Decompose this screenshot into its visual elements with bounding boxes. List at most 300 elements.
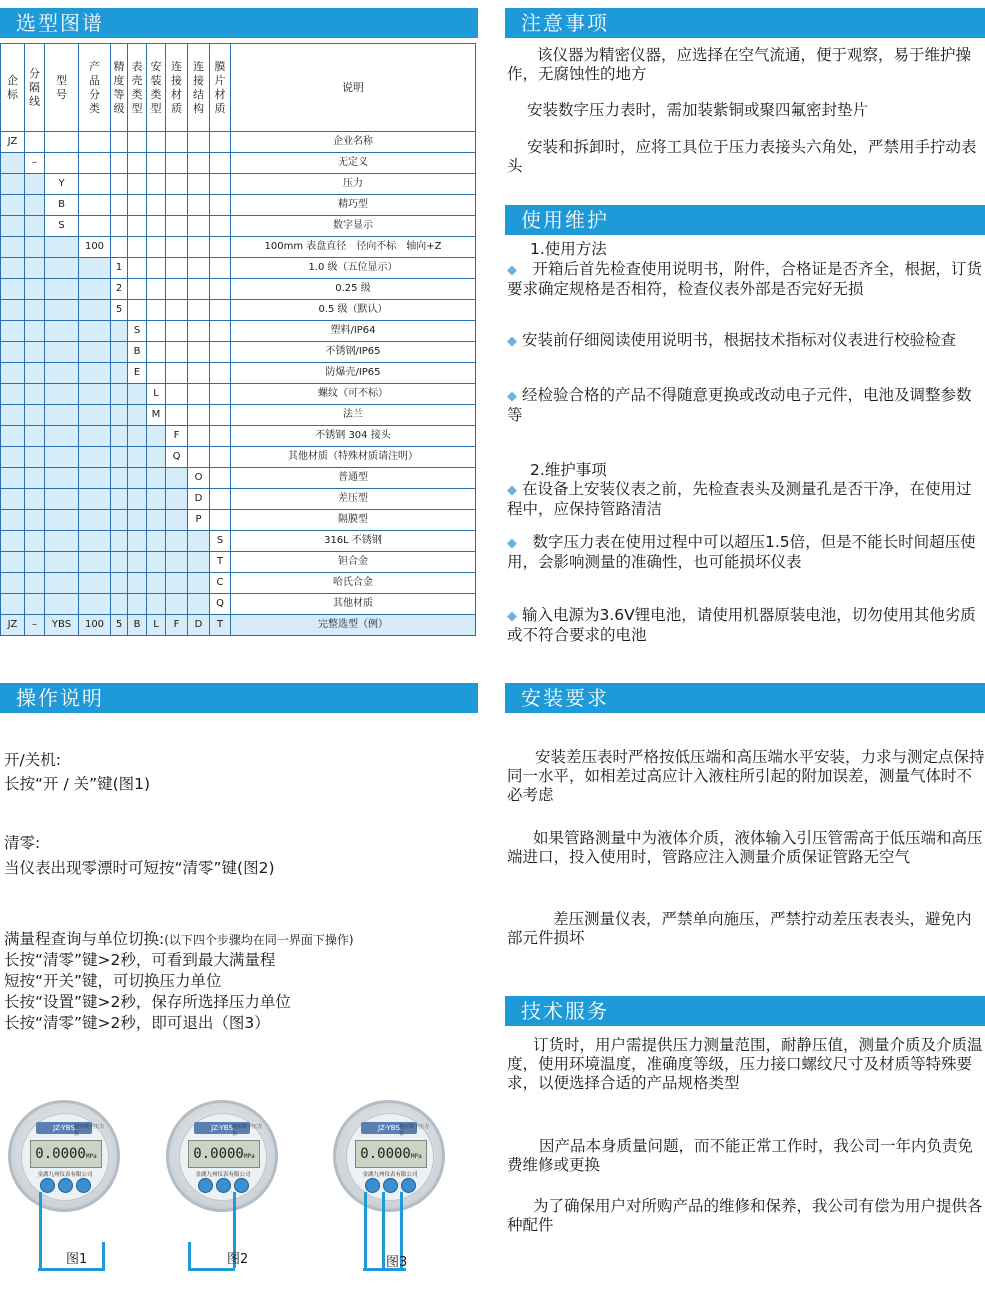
table-header-7: 连 接 材 质 — [166, 44, 188, 132]
table-empty-cell — [25, 489, 45, 510]
table-desc-cell: 316L 不锈钢 — [231, 531, 476, 552]
care-item-2: ◆ 数字压力表在使用过程中可以超压1.5倍，但是不能长时间超压使用，会影响测量的准确性，也可能损坏仪表 — [507, 533, 976, 571]
table-empty-cell — [111, 384, 128, 405]
table-empty-cell — [111, 174, 128, 195]
table-empty-cell — [45, 573, 79, 594]
table-empty-cell — [111, 321, 128, 342]
table-empty-cell — [188, 342, 210, 363]
install-2: 如果管路测量中为液体介质，液体输入引压管需高于低压端和高压端进口，投入使用时，管路应注入测量介质保证管路无空气 — [507, 829, 983, 866]
table-empty-cell — [166, 489, 188, 510]
table-code-cell: B — [128, 342, 147, 363]
table-empty-cell — [1, 279, 25, 300]
bullet-icon: ◆ — [507, 536, 517, 551]
table-empty-cell — [188, 216, 210, 237]
table-header-0: 企 标 — [1, 44, 25, 132]
table-empty-cell — [128, 258, 147, 279]
table-empty-cell — [79, 132, 111, 153]
table-code-cell: D — [188, 489, 210, 510]
table-empty-cell — [210, 426, 231, 447]
table-empty-cell — [210, 195, 231, 216]
table-empty-cell — [147, 195, 166, 216]
table-code-cell: O — [188, 468, 210, 489]
table-desc-cell: 无定义 — [231, 153, 476, 174]
table-empty-cell — [79, 342, 111, 363]
gauge-company: 金湖九州仪表有限公司 — [37, 1172, 93, 1178]
table-row — [1, 468, 476, 489]
table-empty-cell — [1, 216, 25, 237]
example-code-cell: 5 — [111, 615, 128, 636]
table-empty-cell — [166, 405, 188, 426]
table-empty-cell — [1, 531, 25, 552]
table-code-cell: – — [25, 153, 45, 174]
table-empty-cell — [166, 552, 188, 573]
table-empty-cell — [166, 216, 188, 237]
table-empty-cell — [128, 468, 147, 489]
table-empty-cell — [1, 468, 25, 489]
table-empty-cell — [25, 594, 45, 615]
table-empty-cell — [128, 510, 147, 531]
table-row — [1, 594, 476, 615]
table-desc-cell: 法兰 — [231, 405, 476, 426]
table-empty-cell — [79, 552, 111, 573]
table-empty-cell — [128, 300, 147, 321]
table-code-cell: 5 — [111, 300, 128, 321]
table-desc-cell: 哈氏合金 — [231, 573, 476, 594]
range-title: 满量程查询与单位切换:(以下四个步骤均在同一界面下操作) — [4, 930, 354, 948]
zero-title: 清零: — [4, 834, 41, 852]
table-header-6: 安 装 类 型 — [147, 44, 166, 132]
care-item-3: ◆ 输入电源为3.6V锂电池，请使用机器原装电池，切勿使用其他劣质或不符合要求的电池 — [507, 606, 976, 644]
table-empty-cell — [25, 363, 45, 384]
table-desc-cell: 0.5 级（默认） — [231, 300, 476, 321]
table-empty-cell — [188, 363, 210, 384]
table-empty-cell — [79, 405, 111, 426]
bullet-icon: ◆ — [507, 334, 517, 349]
table-code-cell: JZ — [1, 132, 25, 153]
pointer-line — [188, 1268, 235, 1271]
table-empty-cell — [111, 426, 128, 447]
table-code-cell: L — [147, 384, 166, 405]
table-empty-cell — [1, 153, 25, 174]
table-empty-cell — [147, 447, 166, 468]
table-empty-cell — [166, 363, 188, 384]
table-empty-cell — [25, 216, 45, 237]
gauge-company: 金湖九州仪表有限公司 — [195, 1172, 251, 1178]
table-empty-cell — [79, 489, 111, 510]
table-empty-cell — [166, 573, 188, 594]
table-row — [1, 405, 476, 426]
pointer-line — [39, 1192, 42, 1268]
gauge-button — [40, 1178, 55, 1193]
table-code-cell: 1 — [111, 258, 128, 279]
table-empty-cell — [166, 237, 188, 258]
table-empty-cell — [188, 174, 210, 195]
table-empty-cell — [79, 195, 111, 216]
table-empty-cell — [25, 426, 45, 447]
section-title-notes: 注意事项 — [505, 8, 985, 38]
table-empty-cell — [210, 237, 231, 258]
table-empty-cell — [111, 237, 128, 258]
table-empty-cell — [25, 552, 45, 573]
gauge-button — [234, 1178, 249, 1193]
table-code-cell: S — [45, 216, 79, 237]
bullet-icon: ◆ — [507, 389, 517, 404]
table-empty-cell — [128, 594, 147, 615]
table-empty-cell — [111, 531, 128, 552]
table-empty-cell — [166, 468, 188, 489]
example-code-cell: B — [128, 615, 147, 636]
usage-item-3: ◆ 经检验合格的产品不得随意更换或改动电子元件，电池及调整参数等 — [507, 386, 972, 424]
table-empty-cell — [210, 321, 231, 342]
table-empty-cell — [147, 531, 166, 552]
table-empty-cell — [128, 195, 147, 216]
table-empty-cell — [79, 510, 111, 531]
table-empty-cell — [79, 468, 111, 489]
section-title-install: 安装要求 — [505, 683, 985, 713]
table-empty-cell — [45, 552, 79, 573]
table-empty-cell — [111, 552, 128, 573]
pointer-line — [188, 1242, 191, 1271]
table-empty-cell — [188, 447, 210, 468]
table-row — [1, 279, 476, 300]
table-empty-cell — [210, 300, 231, 321]
table-empty-cell — [45, 132, 79, 153]
table-empty-cell — [111, 342, 128, 363]
table-desc-cell: 0.25 级 — [231, 279, 476, 300]
gauge-subtitle: 精密数字压力表 — [399, 1124, 430, 1137]
table-code-cell: Q — [166, 447, 188, 468]
table-empty-cell — [147, 174, 166, 195]
table-empty-cell — [147, 468, 166, 489]
table-empty-cell — [188, 258, 210, 279]
zero-text: 当仪表出现零漂时可短按“清零”键(图2) — [4, 859, 275, 877]
table-empty-cell — [188, 321, 210, 342]
table-empty-cell — [25, 258, 45, 279]
table-code-cell: M — [147, 405, 166, 426]
table-empty-cell — [188, 531, 210, 552]
table-code-cell: E — [128, 363, 147, 384]
gauge-model: JZ-YBS — [361, 1122, 417, 1134]
section-title-selection: 选型图谱 — [0, 8, 478, 38]
table-empty-cell — [188, 237, 210, 258]
table-row — [1, 447, 476, 468]
gauge-button — [365, 1178, 380, 1193]
install-1: 安装差压表时严格按低压端和高压端水平安装，力求与测定点保持同一水平，如相差过高应计入液柱所引起的附加误差，测量气体时不必考虑 — [507, 748, 985, 804]
table-code-cell: P — [188, 510, 210, 531]
table-empty-cell — [1, 174, 25, 195]
table-empty-cell — [188, 426, 210, 447]
care-item-1: ◆ 在设备上安装仪表之前，先检查表头及测量孔是否干净，在使用过程中，应保持管路清洁 — [507, 480, 972, 518]
table-empty-cell — [147, 426, 166, 447]
figure-label: 图2 — [227, 1252, 249, 1267]
gauge-image — [166, 1100, 278, 1212]
table-code-cell: F — [166, 426, 188, 447]
table-code-cell: B — [45, 195, 79, 216]
range-step-1: 长按“清零”键>2秒，可看到最大满量程 — [4, 951, 276, 969]
table-empty-cell — [111, 468, 128, 489]
table-row — [1, 384, 476, 405]
gauge-company: 金湖九州仪表有限公司 — [362, 1172, 418, 1178]
table-empty-cell — [25, 447, 45, 468]
table-empty-cell — [188, 384, 210, 405]
table-empty-cell — [147, 573, 166, 594]
table-desc-cell: 数字显示 — [231, 216, 476, 237]
table-empty-cell — [25, 384, 45, 405]
table-empty-cell — [25, 405, 45, 426]
table-desc-cell: 塑料/IP64 — [231, 321, 476, 342]
example-code-cell: 100 — [79, 615, 111, 636]
table-empty-cell — [1, 384, 25, 405]
table-empty-cell — [210, 510, 231, 531]
table-empty-cell — [166, 279, 188, 300]
table-empty-cell — [45, 405, 79, 426]
table-header-9: 膜 片 材 质 — [210, 44, 231, 132]
table-empty-cell — [166, 510, 188, 531]
table-empty-cell — [45, 384, 79, 405]
example-code-cell: L — [147, 615, 166, 636]
table-empty-cell — [25, 531, 45, 552]
gauge-button — [58, 1178, 73, 1193]
table-code-cell: 100 — [79, 237, 111, 258]
table-header-3: 产 品 分 类 — [79, 44, 111, 132]
table-empty-cell — [1, 594, 25, 615]
table-empty-cell — [188, 594, 210, 615]
table-empty-cell — [166, 321, 188, 342]
table-row — [1, 426, 476, 447]
table-example-row — [1, 615, 476, 636]
table-header-1: 分 隔 线 — [25, 44, 45, 132]
table-empty-cell — [147, 279, 166, 300]
table-empty-cell — [79, 216, 111, 237]
table-desc-cell: 精巧型 — [231, 195, 476, 216]
table-empty-cell — [79, 594, 111, 615]
table-empty-cell — [45, 531, 79, 552]
table-empty-cell — [210, 342, 231, 363]
table-desc-cell: 不锈钢 304 接头 — [231, 426, 476, 447]
install-3: 差压测量仪表，严禁单向施压，严禁拧动差压表表头，避免内部元件损坏 — [507, 910, 972, 947]
table-empty-cell — [79, 363, 111, 384]
table-row — [1, 258, 476, 279]
table-row — [1, 573, 476, 594]
note-3: 安装和拆卸时，应将工具位于压力表接头六角处，严禁用手拧动表头 — [507, 138, 977, 175]
table-empty-cell — [147, 342, 166, 363]
gauge-subtitle: 精密数字压力表 — [74, 1124, 105, 1137]
table-code-cell: S — [210, 531, 231, 552]
table-empty-cell — [45, 279, 79, 300]
figure-label: 图3 — [386, 1255, 408, 1270]
table-empty-cell — [45, 489, 79, 510]
table-empty-cell — [128, 132, 147, 153]
table-empty-cell — [79, 426, 111, 447]
section-title-service: 技术服务 — [505, 996, 985, 1026]
table-empty-cell — [45, 321, 79, 342]
table-empty-cell — [1, 342, 25, 363]
table-empty-cell — [210, 174, 231, 195]
range-note: (以下四个步骤均在同一界面下操作) — [164, 933, 354, 947]
table-code-cell: S — [128, 321, 147, 342]
table-empty-cell — [1, 405, 25, 426]
table-empty-cell — [79, 384, 111, 405]
table-empty-cell — [128, 489, 147, 510]
gauge-button — [198, 1178, 213, 1193]
gauge-face — [21, 1113, 109, 1201]
range-step-4: 长按“清零”键>2秒，即可退出（图3） — [4, 1014, 270, 1032]
table-empty-cell — [210, 489, 231, 510]
table-empty-cell — [25, 132, 45, 153]
table-header-10: 说明 — [231, 44, 476, 132]
table-empty-cell — [166, 258, 188, 279]
table-empty-cell — [166, 342, 188, 363]
table-header-5: 表 壳 类 型 — [128, 44, 147, 132]
table-code-cell: 2 — [111, 279, 128, 300]
table-empty-cell — [45, 447, 79, 468]
table-empty-cell — [1, 237, 25, 258]
table-empty-cell — [1, 426, 25, 447]
bullet-icon: ◆ — [507, 263, 517, 278]
table-row — [1, 300, 476, 321]
table-row — [1, 216, 476, 237]
table-empty-cell — [79, 573, 111, 594]
table-empty-cell — [1, 363, 25, 384]
table-empty-cell — [166, 174, 188, 195]
table-empty-cell — [25, 195, 45, 216]
table-code-cell: Q — [210, 594, 231, 615]
table-empty-cell — [45, 237, 79, 258]
pointer-line — [38, 1268, 105, 1271]
table-empty-cell — [111, 405, 128, 426]
example-code-cell: JZ — [1, 615, 25, 636]
bullet-icon: ◆ — [507, 483, 517, 498]
table-row — [1, 531, 476, 552]
table-desc-cell: 企业名称 — [231, 132, 476, 153]
table-row — [1, 237, 476, 258]
example-code-cell: T — [210, 615, 231, 636]
table-empty-cell — [1, 573, 25, 594]
table-row — [1, 174, 476, 195]
gauge-lcd: 0.0000MPa — [30, 1140, 102, 1168]
table-empty-cell — [25, 510, 45, 531]
table-empty-cell — [128, 237, 147, 258]
note-1: 该仪器为精密仪器，应选择在空气流通，便于观察，易于维护操作，无腐蚀性的地方 — [507, 46, 972, 83]
table-empty-cell — [147, 300, 166, 321]
table-empty-cell — [111, 153, 128, 174]
table-empty-cell — [166, 132, 188, 153]
table-empty-cell — [128, 279, 147, 300]
gauge-lcd: 0.0000MPa — [355, 1140, 427, 1168]
table-empty-cell — [188, 132, 210, 153]
table-empty-cell — [188, 405, 210, 426]
table-empty-cell — [147, 321, 166, 342]
table-header-2: 型 号 — [45, 44, 79, 132]
example-code-cell: – — [25, 615, 45, 636]
gauge-button — [216, 1178, 231, 1193]
gauge-model: JZ-YBS — [36, 1122, 92, 1134]
usage-item-1: ◆ 开箱后首先检查使用说明书，附件，合格证是否齐全，根据，订货要求确定规格是否相符，检查仪表外部是否完好无损 — [507, 260, 983, 298]
power-title: 开/关机: — [4, 751, 61, 769]
table-empty-cell — [111, 363, 128, 384]
table-desc-cell: 1.0 级（五位显示） — [231, 258, 476, 279]
table-desc-cell: 其他材质（特殊材质请注明） — [231, 447, 476, 468]
table-empty-cell — [79, 321, 111, 342]
table-empty-cell — [210, 216, 231, 237]
table-empty-cell — [166, 300, 188, 321]
table-empty-cell — [128, 447, 147, 468]
example-desc-cell: 完整选型（例） — [231, 615, 476, 636]
table-row — [1, 132, 476, 153]
table-empty-cell — [45, 342, 79, 363]
table-empty-cell — [1, 321, 25, 342]
table-empty-cell — [45, 594, 79, 615]
usage-title: 1.使用方法 — [530, 240, 607, 258]
table-empty-cell — [147, 489, 166, 510]
table-empty-cell — [111, 594, 128, 615]
table-empty-cell — [188, 195, 210, 216]
table-empty-cell — [128, 405, 147, 426]
table-empty-cell — [1, 300, 25, 321]
table-code-cell: T — [210, 552, 231, 573]
table-empty-cell — [210, 132, 231, 153]
table-empty-cell — [45, 426, 79, 447]
table-empty-cell — [128, 426, 147, 447]
table-empty-cell — [210, 153, 231, 174]
table-empty-cell — [111, 216, 128, 237]
table-empty-cell — [45, 468, 79, 489]
section-title-maintenance: 使用维护 — [505, 205, 985, 235]
gauge-face — [179, 1113, 267, 1201]
table-empty-cell — [1, 447, 25, 468]
section-title-operation: 操作说明 — [0, 683, 478, 713]
table-empty-cell — [111, 132, 128, 153]
table-empty-cell — [25, 342, 45, 363]
table-empty-cell — [25, 237, 45, 258]
gauge-lcd: 0.0000MPa — [188, 1140, 260, 1168]
table-empty-cell — [79, 174, 111, 195]
usage-item-2: ◆ 安装前仔细阅读使用说明书，根据技术指标对仪表进行校验检查 — [507, 331, 956, 349]
table-row — [1, 195, 476, 216]
table-desc-cell: 不锈钢/IP65 — [231, 342, 476, 363]
gauge-subtitle: 精密数字压力表 — [232, 1124, 263, 1137]
table-empty-cell — [188, 552, 210, 573]
table-empty-cell — [128, 153, 147, 174]
table-header-4: 精 度 等 级 — [111, 44, 128, 132]
table-desc-cell: 螺纹（可不标） — [231, 384, 476, 405]
table-code-cell: C — [210, 573, 231, 594]
table-empty-cell — [1, 258, 25, 279]
table-desc-cell: 差压型 — [231, 489, 476, 510]
table-empty-cell — [128, 174, 147, 195]
service-1: 订货时，用户需提供压力测量范围，耐静压值，测量介质及介质温度，使用环境温度，准确度等级，压力接口螺纹尺寸及材质等特殊要求，以便选择合适的产品规格类型 — [507, 1036, 983, 1092]
gauge-face — [346, 1113, 434, 1201]
table-empty-cell — [79, 447, 111, 468]
table-empty-cell — [128, 531, 147, 552]
table-empty-cell — [128, 384, 147, 405]
table-empty-cell — [210, 279, 231, 300]
table-empty-cell — [210, 258, 231, 279]
table-empty-cell — [111, 489, 128, 510]
table-empty-cell — [147, 510, 166, 531]
selection-table — [0, 43, 476, 636]
table-code-cell: Y — [45, 174, 79, 195]
table-empty-cell — [147, 363, 166, 384]
table-empty-cell — [188, 153, 210, 174]
table-empty-cell — [79, 258, 111, 279]
table-empty-cell — [188, 300, 210, 321]
table-desc-cell: 钽合金 — [231, 552, 476, 573]
table-desc-cell: 压力 — [231, 174, 476, 195]
table-empty-cell — [45, 300, 79, 321]
service-3: 为了确保用户对所购产品的维修和保养，我公司有偿为用户提供各种配件 — [507, 1197, 983, 1234]
table-empty-cell — [111, 447, 128, 468]
